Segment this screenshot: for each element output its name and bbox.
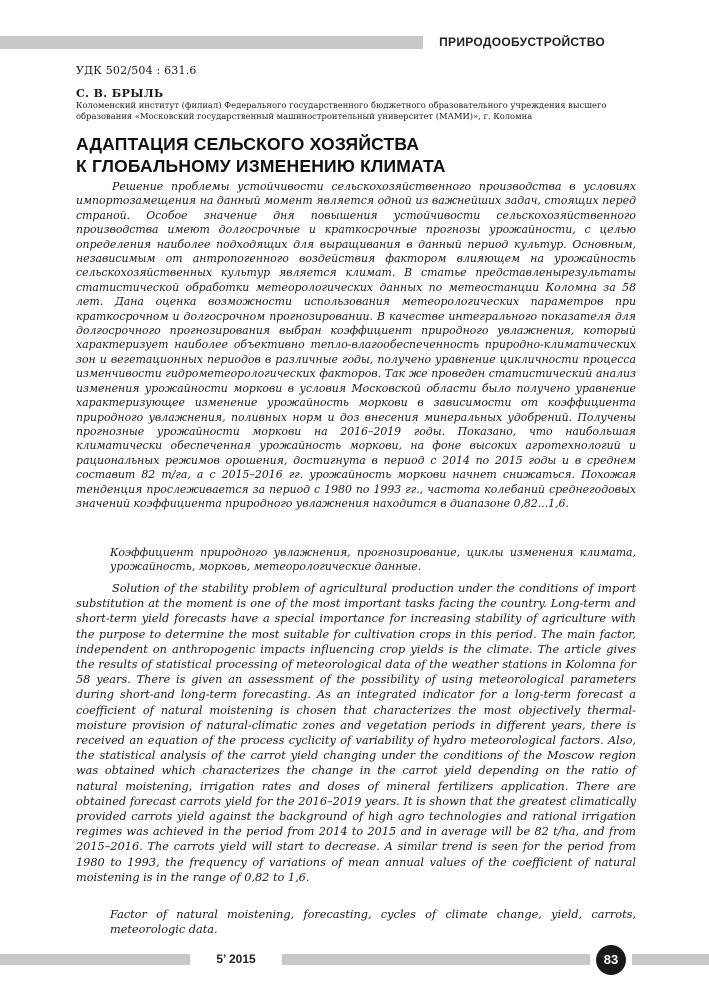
keywords-russian: Коэффициент природного увлажнения, прогнозирование, циклы изменения климата, урожайность, морковь, метеорологические данные. bbox=[110, 546, 636, 574]
author-name: С. В. БРЫЛЬ bbox=[76, 87, 164, 100]
page-number: 83 bbox=[596, 945, 626, 975]
section-label: ПРИРОДООБУСТРОЙСТВО bbox=[423, 34, 709, 51]
udk-code: УДК 502/504 : 631.6 bbox=[76, 64, 197, 77]
abstract-russian: Решение проблемы устойчивости сельскохозяйственного производства в условиях импортозамещения на данный момент является одной из важнейших задач, стоящих перед страной. Особое значение дня повышения устойчивости сельскохозяйственного производства имеют долгосрочные и краткосрочные прогнозы урожайности, с целью определения наиболее подходящих для выращивания в данный период культур. Основным, независимым от антропогенного воздействия фактором влияющем на урожайность сельскохозяйственных культур является климат. В статье представленырезультаты статистической обработки метеорологических данных по метеостанции Коломна за 58 лет. Дана оценка возможности использования метеорологических параметров при краткосрочном и долгосрочном прогнозировании. В качестве интегрального показателя для долгосрочного прогнозирования выбран коэффициент природного увлажнения, который характеризует наиболее объективно тепло-влагообеспеченность природно-климатических зон и вегетационных периодов в различные годы, получено уравнение цикличности процесса изменчивости гидрометеорологических факторов. Так же проведен статистический анализ изменения урожайности моркови в условия Московской области было получено уравнение характеризующее изменение урожайность моркови в зависимости от коэффициента природного увлажнения, поливных норм и доз внесения минеральных удобрений. Получены прогнозные урожайности моркови на 2016–2019 годы. Показано, что наибольшая климатически обеспеченная урожайность моркови, на фоне высоких агротехнологий и рациональных режимов орошения, достигнута в период с 2014 по 2015 годы и в среднем составит 82 т/га, а с 2015–2016 гг. урожайность моркови начнет снижаться. Похожая тенденция прослеживается за период с 1980 по 1993 гг., частота колебаний среднегодовых значений коэффициента природного увлажнения находится в диапазоне 0,82...1,6. bbox=[76, 180, 636, 510]
title-line-2: К ГЛОБАЛЬНОМУ ИЗМЕНЕНИЮ КЛИМАТА bbox=[76, 156, 446, 176]
keywords-english: Factor of natural moistening, forecasting, cycles of climate change, yield, carrots, meteorologic data. bbox=[110, 908, 636, 937]
author-affiliation: Коломенский институт (филиал) Федерального государственного бюджетного образовательного учреждения высшего образования «Московский государственный машиностроительный университет (МАМИ)», г. Коломна bbox=[76, 100, 607, 121]
article-title bbox=[76, 133, 636, 177]
title-line-1: АДАПТАЦИЯ СЕЛЬСКОГО ХОЗЯЙСТВА bbox=[76, 134, 420, 154]
abstract-english: Solution of the stability problem of agricultural production under the conditions of import substitution at the moment is one of the most important tasks facing the country. Long-term and short-term yield forecasts have a special importance for increasing stability of agriculture with the purpose to determine the most suitable for cultivation crops in this period. The main factor, independent on anthropogenic impacts influencing crop yields is the climate. The article gives the results of statistical processing of meteorological data of the weather stations in Kolomna for 58 years. There is given an assessment of the possibility of using meteorological parameters during short-and long-term forecasting. As an integrated indicator for a long-term forecast a coefficient of natural moistening is chosen that characterizes the most objectively thermal-moisture provision of natural-climatic zones and vegetation periods in different years, there is received an equation of the process cyclicity of variability of hydro meteorological factors. Also, the statistical analysis of the carrot yield changing under the conditions of the Moscow region was obtained which characterizes the change in the carrot yield depending on the ratio of natural moistening, irrigation rates and doses of mineral fertilizers application. There are obtained forecast carrots yield for the 2016–2019 years. It is shown that the greatest climatically provided carrots yield against the background of high agro technologies and rational irrigation regimes was achieved in the period from 2014 to 2015 and in average will be 82 t/ha, and from 2015–2016. The carrots yield will start to decrease. A similar trend is seen for the period from 1980 to 1993, the frequency of variations of mean annual values of the coefficient of natural moistening is in the range of 0,82 to 1,6. bbox=[76, 582, 636, 884]
issue-number: 5’ 2015 bbox=[190, 949, 282, 970]
